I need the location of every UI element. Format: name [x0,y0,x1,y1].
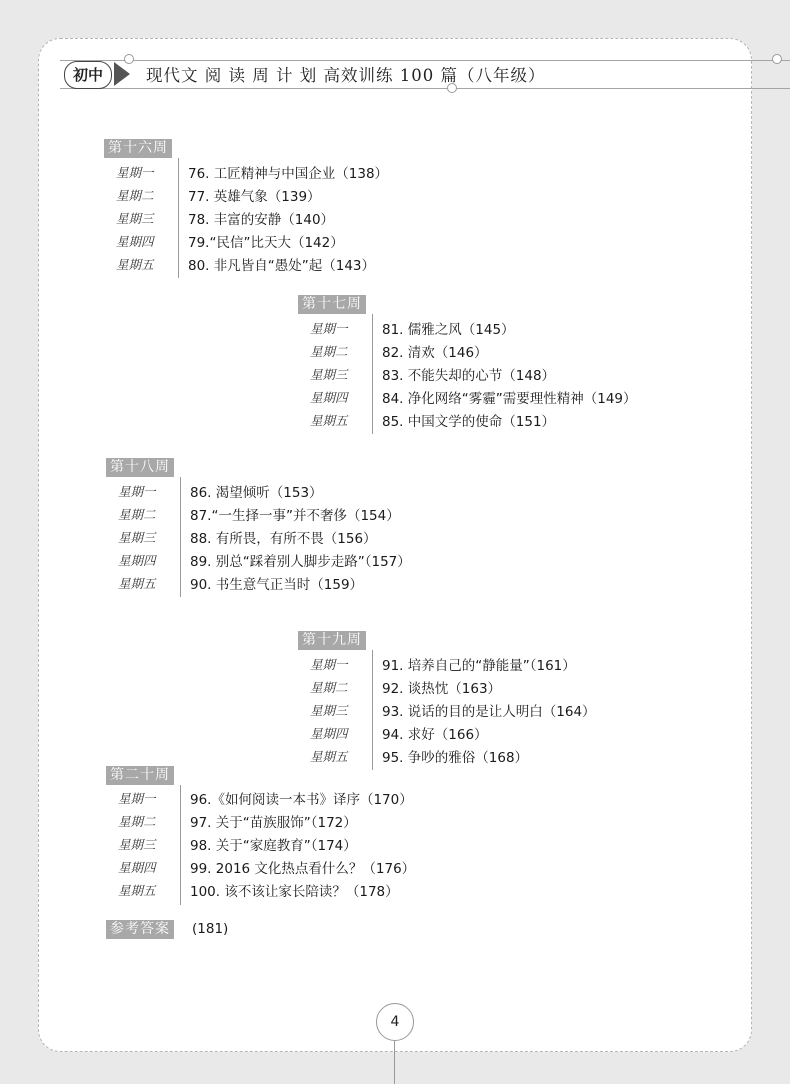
weekday-label: 星期一 [310,657,348,672]
weekday-label: 星期四 [118,553,156,568]
weekday-label: 星期二 [310,344,348,359]
weekday-label: 星期二 [118,507,156,522]
book-title: 现代文 阅 读 周 计 划 高效训练 100 篇（八年级） [146,66,546,85]
week-divider [180,785,181,905]
weekday-label: 星期三 [310,703,348,718]
weekday-label: 星期五 [310,413,348,428]
toc-entry[interactable]: 96.《如何阅读一本书》译序（170） [190,792,413,808]
weekday-label: 星期五 [118,883,156,898]
toc-entry[interactable]: 90. 书生意气正当时（159） [190,577,364,593]
answers-label: 参考答案 [106,920,174,939]
week-label: 第十六周 [104,139,172,158]
running-header [60,58,790,94]
week-divider [178,158,179,278]
week-divider [372,314,373,434]
toc-entry[interactable]: 80. 非凡皆自“愚处”起（143） [188,258,376,274]
toc-entry[interactable]: 85. 中国文学的使命（151） [382,414,556,430]
week-label: 第十九周 [298,631,366,650]
weekday-label: 星期一 [116,165,154,180]
weekday-label: 星期四 [116,234,154,249]
weekday-label: 星期四 [310,390,348,405]
week-divider [180,477,181,597]
weekday-label: 星期五 [118,576,156,591]
weekday-label: 星期五 [116,257,154,272]
header-dot [772,54,782,64]
weekday-label: 星期五 [310,749,348,764]
toc-entry[interactable]: 76. 工匠精神与中国企业（138） [188,166,389,182]
weekday-label: 星期三 [310,367,348,382]
weekday-label: 星期三 [118,837,156,852]
week-label: 第二十周 [106,766,174,785]
toc-entry[interactable]: 93. 说话的目的是让人明白（164） [382,704,596,720]
week-divider [372,650,373,770]
toc-entry[interactable]: 91. 培养自己的“静能量”（161） [382,658,576,674]
toc-entry[interactable]: 89. 别总“踩着别人脚步走路”（157） [190,554,411,570]
weekday-label: 星期二 [118,814,156,829]
toc-entry[interactable]: 97. 关于“苗族服饰”（172） [190,815,357,831]
weekday-label: 星期四 [310,726,348,741]
week-label: 第十七周 [298,295,366,314]
toc-entry[interactable]: 94. 求好（166） [382,727,488,743]
answers-page: (181) [192,921,229,937]
toc-entry[interactable]: 87.“一生择一事”并不奢侈（154） [190,508,400,524]
toc-entry[interactable]: 99. 2016 文化热点看什么？（176） [190,861,416,877]
toc-entry[interactable]: 77. 英雄气象（139） [188,189,321,205]
weekday-label: 星期三 [116,211,154,226]
grade-badge: 初中 [64,61,112,89]
toc-entry[interactable]: 92. 谈热忱（163） [382,681,502,697]
page-number: 4 [376,1003,414,1041]
weekday-label: 星期四 [118,860,156,875]
header-rule-bottom [60,88,790,89]
toc-entry[interactable]: 88. 有所畏，有所不畏（156） [190,531,377,547]
toc-entry[interactable]: 78. 丰富的安静（140） [188,212,335,228]
weekday-label: 星期三 [118,530,156,545]
weekday-label: 星期一 [118,791,156,806]
week-label: 第十八周 [106,458,174,477]
toc-entry[interactable]: 79.“民信”比天大（142） [188,235,344,251]
toc-entry[interactable]: 100. 该不该让家长陪读？（178） [190,884,399,900]
toc-entry[interactable]: 95. 争吵的雅俗（168） [382,750,529,766]
weekday-label: 星期一 [118,484,156,499]
toc-entry[interactable]: 84. 净化网络“雾霾”需要理性精神（149） [382,391,637,407]
weekday-label: 星期二 [310,680,348,695]
toc-entry[interactable]: 98. 关于“家庭教育”（174） [190,838,357,854]
toc-entry[interactable]: 83. 不能失却的心节（148） [382,368,556,384]
page-number-stem [394,1040,395,1084]
arrow-icon [114,62,130,86]
weekday-label: 星期一 [310,321,348,336]
toc-entry[interactable]: 81. 儒雅之风（145） [382,322,515,338]
header-rule-top [60,60,790,61]
toc-entry[interactable]: 82. 清欢（146） [382,345,488,361]
weekday-label: 星期二 [116,188,154,203]
toc-entry[interactable]: 86. 渴望倾听（153） [190,485,323,501]
